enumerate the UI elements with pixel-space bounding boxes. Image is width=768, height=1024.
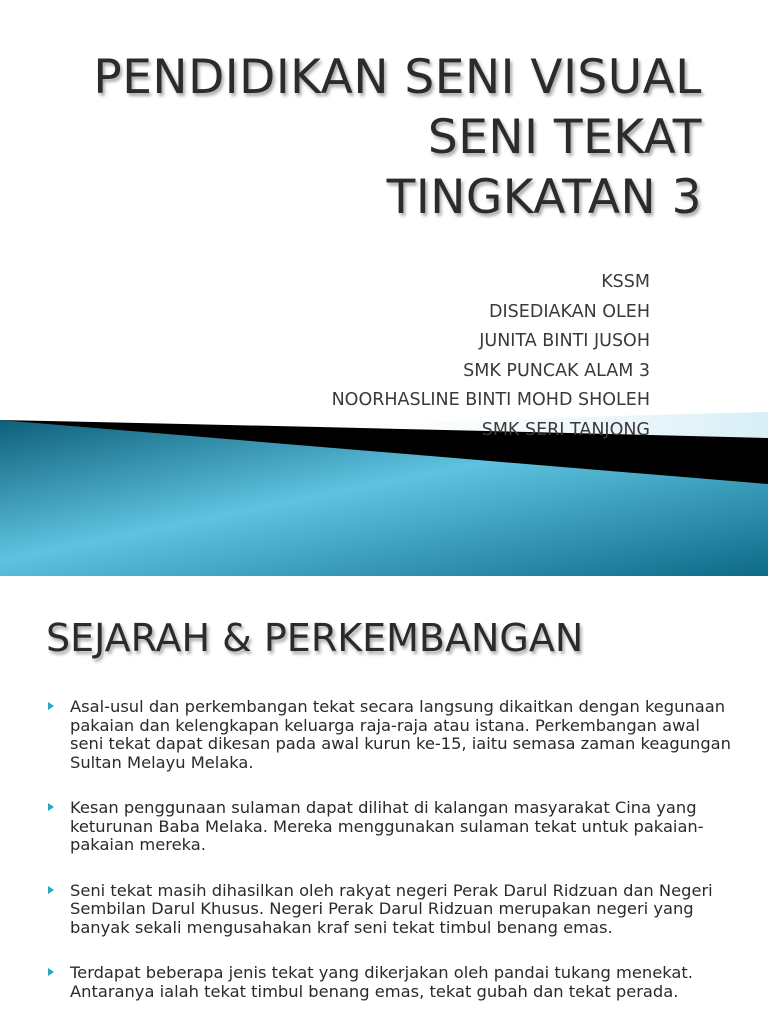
- subtitle-line: SMK PUNCAK ALAM 3: [463, 360, 650, 381]
- subtitle-line: JUNITA BINTI JUSOH: [479, 331, 650, 351]
- triangle-bullet-icon: [48, 702, 54, 710]
- subtitle-line: KSSM: [601, 272, 650, 292]
- title-line: TINGKATAN 3: [386, 170, 702, 225]
- bullet-text: Asal-usul dan perkembangan tekat secara langsung dikaitkan dengan kegunaan pakaian dan kelengkapan keluarga raja-raja atau istana. Perkembangan awal seni tekat dapat dikesan pada awal kurun ke-15, iaitu semasa zaman keagungan Sultan Melayu Melaka.: [70, 697, 731, 772]
- title-line: PENDIDIKAN SENI VISUAL: [93, 50, 702, 105]
- triangle-bullet-icon: [48, 968, 54, 976]
- bullet-list: [48, 698, 738, 1024]
- subtitle-line: NOORHASLINE BINTI MOHD SHOLEH: [331, 390, 650, 410]
- bullet-item: [48, 698, 738, 772]
- subtitle-line: DISEDIAKAN OLEH: [489, 301, 650, 322]
- bullet-item: [48, 799, 738, 855]
- section-title: SEJARAH & PERKEMBANGAN: [46, 616, 584, 660]
- bullet-text: Terdapat beberapa jenis tekat yang dikerjakan oleh pandai tukang menekat. Antaranya ialah tekat timbul benang emas, tekat gubah dan tekat perada.: [70, 963, 693, 1001]
- slide-title: [93, 48, 702, 228]
- triangle-bullet-icon: [48, 886, 54, 894]
- title-line: SENI TEKAT: [427, 110, 702, 165]
- subtitle-line: SMK SERI TANJONG: [481, 419, 650, 440]
- content-slide: [0, 576, 768, 1024]
- bullet-item: [48, 964, 738, 1001]
- bullet-item: [48, 882, 738, 938]
- bullet-text: Seni tekat masih dihasilkan oleh rakyat negeri Perak Darul Ridzuan dan Negeri Sembilan Darul Khusus. Negeri Perak Darul Ridzuan merupakan negeri yang banyak sekali mengusahakan kraf seni tekat timbul benang emas.: [70, 880, 713, 937]
- triangle-bullet-icon: [48, 803, 54, 811]
- bullet-text: Kesan penggunaan sulaman dapat dilihat di kalangan masyarakat Cina yang keturunan Baba Melaka. Mereka menggunakan sulaman tekat untuk pakaian-pakaian mereka.: [70, 798, 704, 854]
- slide-subtitle: [332, 268, 650, 445]
